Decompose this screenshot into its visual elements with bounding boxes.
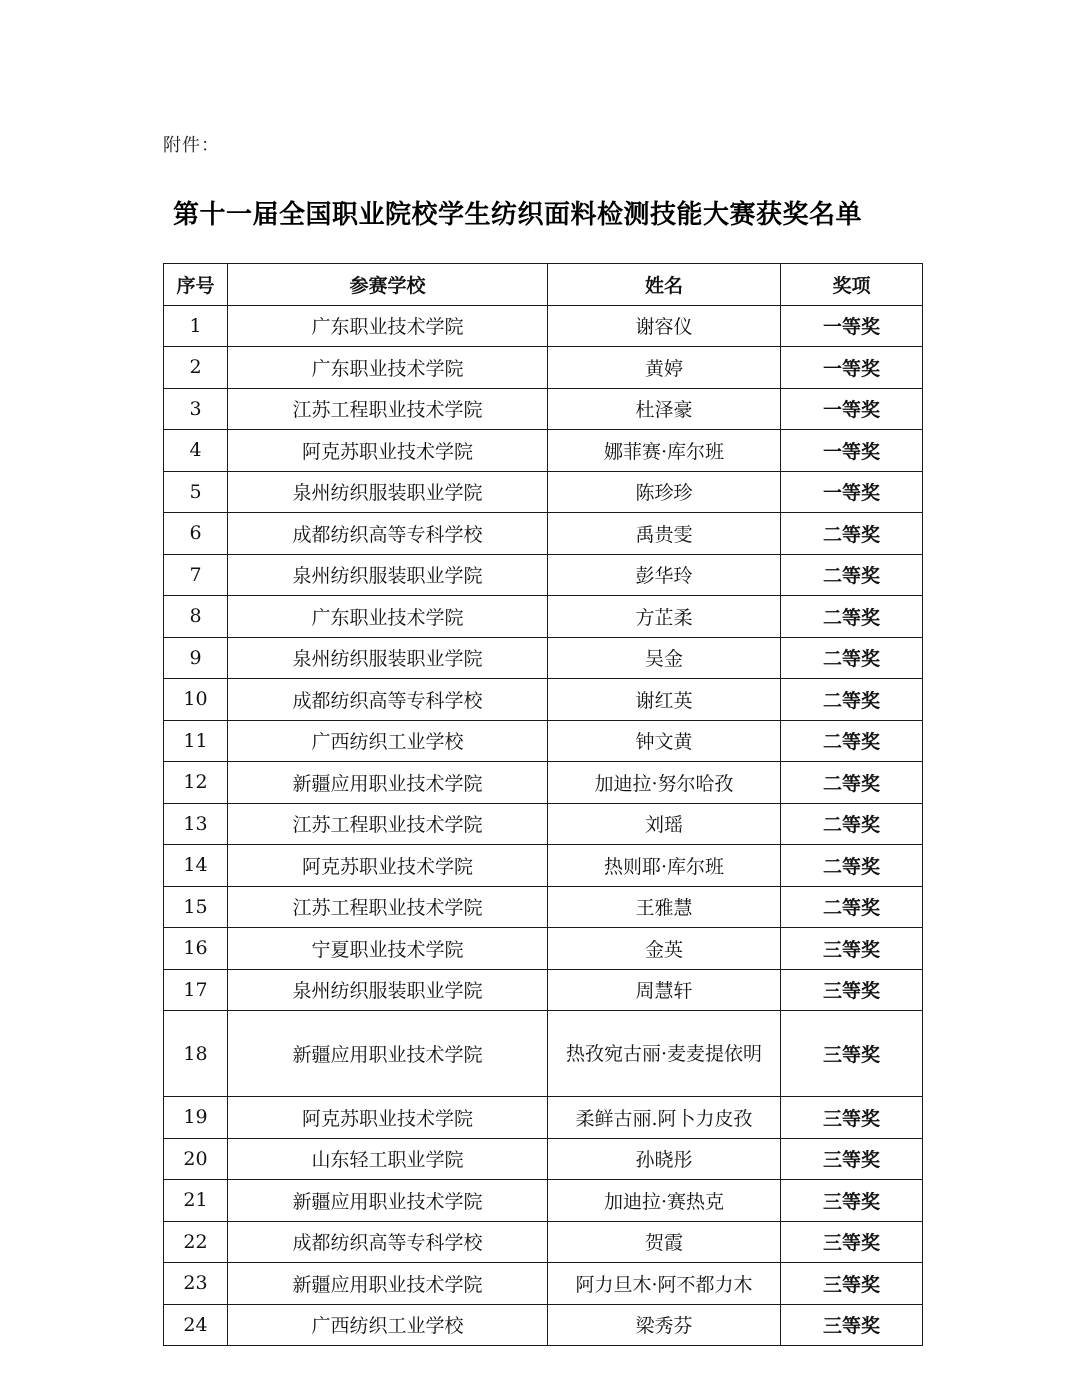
cell-award: 三等奖	[781, 1011, 923, 1097]
cell-number: 4	[164, 430, 228, 472]
cell-name: 热则耶·库尔班	[548, 845, 781, 887]
cell-name: 钟文黄	[548, 720, 781, 762]
cell-name: 谢红英	[548, 679, 781, 721]
table-row	[164, 928, 923, 970]
cell-number: 12	[164, 762, 228, 804]
cell-number: 15	[164, 886, 228, 928]
cell-number: 19	[164, 1097, 228, 1139]
cell-school: 宁夏职业技术学院	[228, 928, 548, 970]
cell-number: 22	[164, 1221, 228, 1263]
cell-number: 8	[164, 596, 228, 638]
table-row	[164, 1097, 923, 1139]
table-row	[164, 803, 923, 845]
cell-number: 10	[164, 679, 228, 721]
cell-number: 20	[164, 1138, 228, 1180]
cell-name: 杜泽豪	[548, 388, 781, 430]
cell-award: 一等奖	[781, 347, 923, 389]
table-row	[164, 886, 923, 928]
cell-school: 阿克苏职业技术学院	[228, 430, 548, 472]
cell-award: 二等奖	[781, 637, 923, 679]
table-row	[164, 1138, 923, 1180]
cell-number: 18	[164, 1011, 228, 1097]
table-row	[164, 596, 923, 638]
cell-school: 新疆应用职业技术学院	[228, 1180, 548, 1222]
cell-number: 6	[164, 513, 228, 555]
cell-award: 二等奖	[781, 845, 923, 887]
cell-school: 新疆应用职业技术学院	[228, 1011, 548, 1097]
cell-number: 3	[164, 388, 228, 430]
cell-name: 柔鲜古丽.阿卜力皮孜	[548, 1097, 781, 1139]
cell-award: 三等奖	[781, 1138, 923, 1180]
cell-award: 二等奖	[781, 886, 923, 928]
cell-number: 21	[164, 1180, 228, 1222]
table-row	[164, 1180, 923, 1222]
cell-award: 三等奖	[781, 1221, 923, 1263]
cell-name: 禹贵雯	[548, 513, 781, 555]
cell-award: 二等奖	[781, 513, 923, 555]
cell-name: 阿力旦木·阿不都力木	[548, 1263, 781, 1305]
table-row	[164, 969, 923, 1011]
cell-school: 泉州纺织服装职业学院	[228, 637, 548, 679]
award-winners-table	[163, 263, 923, 1346]
cell-name: 谢容仪	[548, 305, 781, 347]
cell-number: 7	[164, 554, 228, 596]
cell-number: 14	[164, 845, 228, 887]
table-row	[164, 1304, 923, 1346]
cell-school: 山东轻工职业学院	[228, 1138, 548, 1180]
cell-school: 江苏工程职业技术学院	[228, 803, 548, 845]
cell-award: 三等奖	[781, 1304, 923, 1346]
table-body	[164, 305, 923, 1346]
header-award: 奖项	[781, 264, 923, 306]
table-row	[164, 347, 923, 389]
cell-name: 吴金	[548, 637, 781, 679]
cell-award: 一等奖	[781, 471, 923, 513]
cell-award: 三等奖	[781, 1097, 923, 1139]
cell-name: 梁秀芬	[548, 1304, 781, 1346]
table-row	[164, 471, 923, 513]
cell-number: 23	[164, 1263, 228, 1305]
cell-number: 5	[164, 471, 228, 513]
cell-school: 阿克苏职业技术学院	[228, 1097, 548, 1139]
cell-award: 一等奖	[781, 430, 923, 472]
cell-award: 二等奖	[781, 762, 923, 804]
cell-award: 一等奖	[781, 305, 923, 347]
cell-award: 一等奖	[781, 388, 923, 430]
cell-school: 新疆应用职业技术学院	[228, 1263, 548, 1305]
cell-school: 成都纺织高等专科学校	[228, 679, 548, 721]
cell-school: 广东职业技术学院	[228, 347, 548, 389]
cell-school: 阿克苏职业技术学院	[228, 845, 548, 887]
cell-number: 2	[164, 347, 228, 389]
attachment-label: 附件：	[163, 135, 220, 156]
header-name: 姓名	[548, 264, 781, 306]
cell-award: 三等奖	[781, 1263, 923, 1305]
cell-school: 广东职业技术学院	[228, 305, 548, 347]
cell-name: 贺霞	[548, 1221, 781, 1263]
cell-number: 13	[164, 803, 228, 845]
table-row	[164, 679, 923, 721]
cell-number: 1	[164, 305, 228, 347]
cell-award: 二等奖	[781, 803, 923, 845]
cell-school: 江苏工程职业技术学院	[228, 886, 548, 928]
header-number: 序号	[164, 264, 228, 306]
cell-number: 24	[164, 1304, 228, 1346]
cell-name: 孙晓彤	[548, 1138, 781, 1180]
cell-number: 11	[164, 720, 228, 762]
cell-name: 加迪拉·赛热克	[548, 1180, 781, 1222]
cell-number: 9	[164, 637, 228, 679]
cell-name: 彭华玲	[548, 554, 781, 596]
table-row	[164, 762, 923, 804]
cell-name: 陈珍珍	[548, 471, 781, 513]
cell-award: 二等奖	[781, 554, 923, 596]
table-row	[164, 1221, 923, 1263]
cell-name: 娜菲赛·库尔班	[548, 430, 781, 472]
cell-school: 泉州纺织服装职业学院	[228, 969, 548, 1011]
table-row	[164, 305, 923, 347]
cell-name: 加迪拉·努尔哈孜	[548, 762, 781, 804]
cell-name: 刘瑶	[548, 803, 781, 845]
cell-award: 二等奖	[781, 679, 923, 721]
cell-school: 江苏工程职业技术学院	[228, 388, 548, 430]
cell-award: 三等奖	[781, 1180, 923, 1222]
header-school: 参赛学校	[228, 264, 548, 306]
cell-name: 方芷柔	[548, 596, 781, 638]
cell-school: 成都纺织高等专科学校	[228, 513, 548, 555]
cell-number: 16	[164, 928, 228, 970]
table-row	[164, 388, 923, 430]
table-header-row	[164, 264, 923, 306]
cell-school: 广西纺织工业学校	[228, 1304, 548, 1346]
table-row	[164, 845, 923, 887]
cell-school: 泉州纺织服装职业学院	[228, 554, 548, 596]
document-title: 第十一届全国职业院校学生纺织面料检测技能大赛获奖名单	[173, 200, 863, 230]
cell-school: 成都纺织高等专科学校	[228, 1221, 548, 1263]
cell-award: 二等奖	[781, 596, 923, 638]
table-row	[164, 637, 923, 679]
table-row	[164, 513, 923, 555]
cell-name: 黄婷	[548, 347, 781, 389]
cell-school: 新疆应用职业技术学院	[228, 762, 548, 804]
cell-award: 三等奖	[781, 928, 923, 970]
cell-number: 17	[164, 969, 228, 1011]
cell-name: 周慧轩	[548, 969, 781, 1011]
cell-award: 二等奖	[781, 720, 923, 762]
cell-name: 金英	[548, 928, 781, 970]
cell-school: 广东职业技术学院	[228, 596, 548, 638]
cell-school: 泉州纺织服装职业学院	[228, 471, 548, 513]
cell-name: 王雅慧	[548, 886, 781, 928]
cell-school: 广西纺织工业学校	[228, 720, 548, 762]
table-row	[164, 1263, 923, 1305]
table-row	[164, 720, 923, 762]
cell-award: 三等奖	[781, 969, 923, 1011]
table-row	[164, 1011, 923, 1097]
table-row	[164, 430, 923, 472]
table-row	[164, 554, 923, 596]
cell-name: 热孜宛古丽·麦麦提依明	[548, 1011, 781, 1097]
